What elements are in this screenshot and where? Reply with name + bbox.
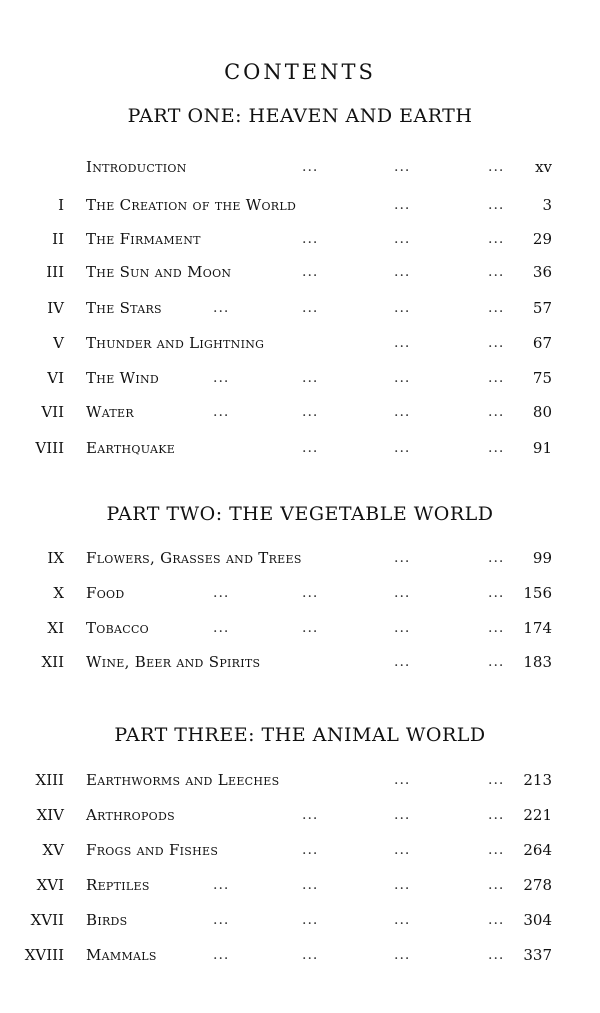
leader-dots: ... [394, 620, 411, 636]
chapter-title: Frogs and Fishes [86, 841, 219, 859]
chapter-number: X [53, 584, 64, 602]
leader-dots: ... [488, 947, 505, 963]
chapter-number: III [46, 263, 64, 281]
page-number: 36 [532, 263, 552, 281]
toc-entry [0, 835, 600, 865]
chapter-title: Introduction [86, 158, 187, 176]
part-heading: PART THREE: THE ANIMAL WORLD [114, 724, 486, 746]
toc-entry [0, 152, 600, 182]
leader-dots: ... [213, 370, 230, 386]
leader-dots: ... [302, 440, 319, 456]
toc-entry [0, 257, 600, 287]
leader-dots: ... [488, 807, 505, 823]
leader-dots: ... [302, 877, 319, 893]
chapter-number: XV [42, 841, 64, 859]
chapter-number: XI [47, 619, 64, 637]
leader-dots: ... [394, 842, 411, 858]
leader-dots: ... [302, 404, 319, 420]
leader-dots: ... [488, 300, 505, 316]
chapter-title: Earthworms and Leeches [86, 771, 280, 789]
leader-dots: ... [488, 370, 505, 386]
toc-entry [0, 800, 600, 830]
leader-dots: ... [394, 877, 411, 893]
chapter-number: II [52, 230, 64, 248]
part-heading: PART TWO: THE VEGETABLE WORLD [106, 503, 494, 525]
chapter-number: I [58, 196, 64, 214]
leader-dots: ... [302, 585, 319, 601]
chapter-title: Birds [86, 911, 128, 929]
chapter-number: VII [41, 403, 64, 421]
toc-entry [0, 328, 600, 358]
leader-dots: ... [488, 264, 505, 280]
leader-dots: ... [488, 654, 505, 670]
page-number: 183 [523, 653, 552, 671]
chapter-title: The Wind [86, 369, 160, 387]
leader-dots: ... [394, 159, 411, 175]
leader-dots: ... [394, 335, 411, 351]
part-heading: PART ONE: HEAVEN AND EARTH [127, 105, 473, 127]
leader-dots: ... [488, 842, 505, 858]
page-number: 156 [523, 584, 552, 602]
leader-dots: ... [213, 404, 230, 420]
toc-entry [0, 647, 600, 677]
chapter-title: Mammals [86, 946, 157, 964]
contents-title: CONTENTS [224, 60, 376, 84]
leader-dots: ... [394, 772, 411, 788]
toc-entry [0, 905, 600, 935]
leader-dots: ... [394, 300, 411, 316]
toc-entry [0, 397, 600, 427]
page-number: 213 [523, 771, 552, 789]
leader-dots: ... [488, 197, 505, 213]
chapter-number: XIV [36, 806, 64, 824]
leader-dots: ... [302, 300, 319, 316]
leader-dots: ... [302, 370, 319, 386]
page-number: 57 [532, 299, 552, 317]
chapter-number: V [53, 334, 64, 352]
toc-entry [0, 433, 600, 463]
leader-dots: ... [394, 912, 411, 928]
leader-dots: ... [394, 807, 411, 823]
chapter-title: Wine, Beer and Spirits [86, 653, 261, 671]
page-number: 91 [532, 439, 552, 457]
page-number: 75 [532, 369, 552, 387]
leader-dots: ... [488, 335, 505, 351]
toc-entry [0, 578, 600, 608]
leader-dots: ... [302, 159, 319, 175]
toc-entry [0, 940, 600, 970]
leader-dots: ... [488, 585, 505, 601]
chapter-title: Food [86, 584, 125, 602]
leader-dots: ... [488, 404, 505, 420]
toc-entry [0, 293, 600, 323]
page-number: 337 [523, 946, 552, 964]
leader-dots: ... [394, 654, 411, 670]
toc-entry [0, 224, 600, 254]
leader-dots: ... [394, 550, 411, 566]
toc-entry [0, 543, 600, 573]
chapter-title: The Firmament [86, 230, 201, 248]
chapter-number: XIII [35, 771, 64, 789]
page-number: 304 [523, 911, 552, 929]
leader-dots: ... [213, 585, 230, 601]
chapter-number: XVIII [24, 946, 64, 964]
leader-dots: ... [213, 620, 230, 636]
leader-dots: ... [394, 585, 411, 601]
page-number: 174 [523, 619, 552, 637]
chapter-title: Tobacco [86, 619, 150, 637]
leader-dots: ... [394, 404, 411, 420]
leader-dots: ... [213, 300, 230, 316]
chapter-title: Water [86, 403, 134, 421]
leader-dots: ... [488, 550, 505, 566]
page-number: 3 [542, 196, 552, 214]
leader-dots: ... [394, 440, 411, 456]
chapter-title: Thunder and Lightning [86, 334, 265, 352]
leader-dots: ... [302, 620, 319, 636]
leader-dots: ... [302, 947, 319, 963]
leader-dots: ... [488, 159, 505, 175]
toc-entry [0, 363, 600, 393]
leader-dots: ... [213, 912, 230, 928]
leader-dots: ... [394, 231, 411, 247]
leader-dots: ... [213, 877, 230, 893]
toc-entry [0, 765, 600, 795]
chapter-title: The Stars [86, 299, 162, 317]
chapter-title: Reptiles [86, 876, 150, 894]
leader-dots: ... [213, 947, 230, 963]
chapter-title: Earthquake [86, 439, 176, 457]
chapter-title: The Creation of the World [86, 196, 297, 214]
leader-dots: ... [394, 947, 411, 963]
chapter-title: The Sun and Moon [86, 263, 232, 281]
leader-dots: ... [488, 877, 505, 893]
page-number: 99 [532, 549, 552, 567]
leader-dots: ... [394, 264, 411, 280]
chapter-number: XII [41, 653, 64, 671]
chapter-title: Arthropods [86, 806, 175, 824]
page-number: 221 [523, 806, 552, 824]
page-number: xv [535, 158, 552, 176]
leader-dots: ... [488, 440, 505, 456]
chapter-title: Flowers, Grasses and Trees [86, 549, 302, 567]
leader-dots: ... [302, 807, 319, 823]
leader-dots: ... [488, 772, 505, 788]
page-number: 67 [532, 334, 552, 352]
leader-dots: ... [302, 231, 319, 247]
page-number: 278 [523, 876, 552, 894]
leader-dots: ... [394, 197, 411, 213]
leader-dots: ... [302, 264, 319, 280]
leader-dots: ... [302, 912, 319, 928]
chapter-number: IX [47, 549, 64, 567]
toc-entry [0, 613, 600, 643]
page-number: 29 [532, 230, 552, 248]
leader-dots: ... [488, 231, 505, 247]
leader-dots: ... [488, 912, 505, 928]
leader-dots: ... [302, 842, 319, 858]
leader-dots: ... [488, 620, 505, 636]
leader-dots: ... [394, 370, 411, 386]
chapter-number: VI [47, 369, 64, 387]
chapter-number: IV [47, 299, 64, 317]
toc-entry [0, 870, 600, 900]
page-number: 80 [532, 403, 552, 421]
chapter-number: VIII [35, 439, 64, 457]
chapter-number: XVI [36, 876, 64, 894]
toc-entry [0, 190, 600, 220]
chapter-number: XVII [30, 911, 64, 929]
page-number: 264 [523, 841, 552, 859]
